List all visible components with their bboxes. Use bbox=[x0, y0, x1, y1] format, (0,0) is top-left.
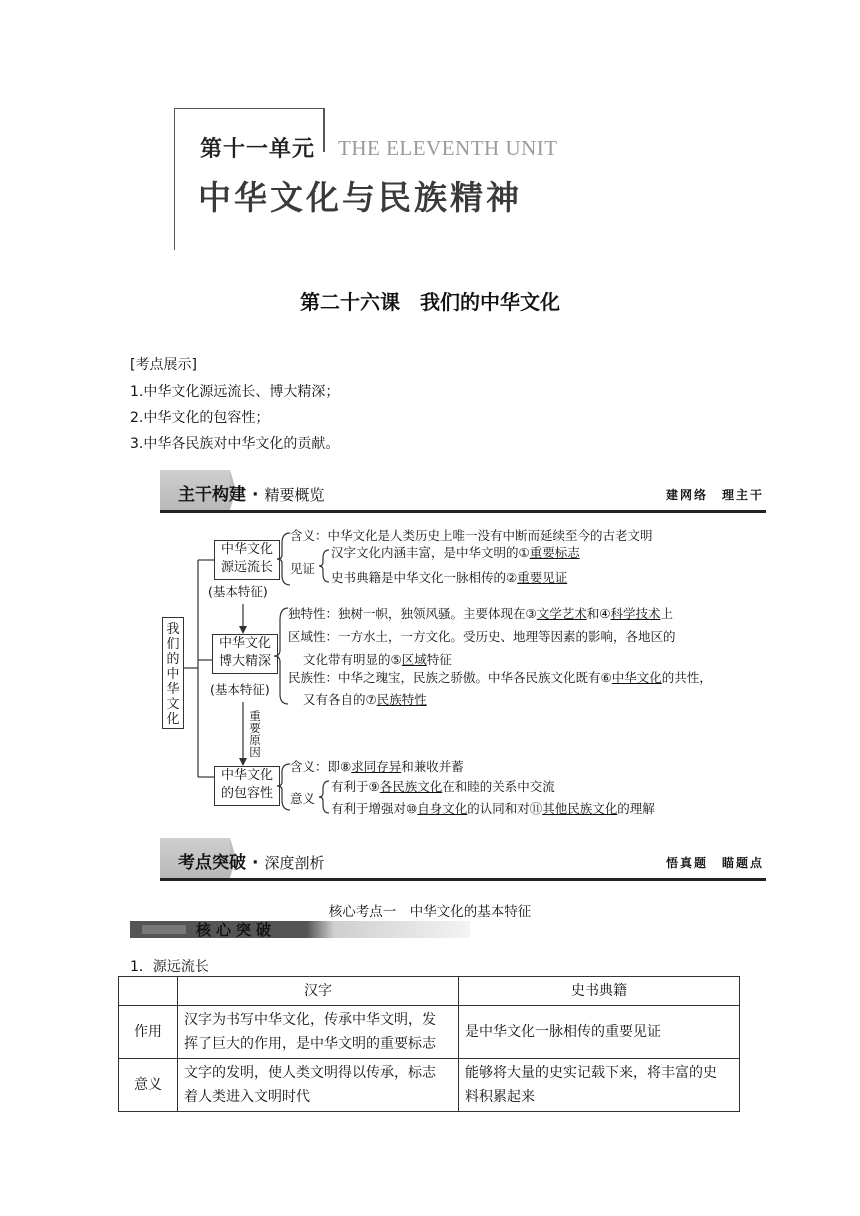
reason-label: 重要原因 bbox=[249, 709, 261, 759]
node-label: 源远流长 bbox=[220, 560, 273, 575]
core-point-title: 核心考点一 中华文化的基本特征 bbox=[328, 904, 532, 920]
node3-meaning: 含义：即⑧求同存异和兼收并蓄 bbox=[290, 759, 464, 774]
node1-witness-1: 汉字文化内涵丰富，是中华文明的①重要标志 bbox=[331, 545, 580, 560]
mindmap-node-inclusiveness bbox=[214, 766, 280, 806]
node-label: 中华文化 bbox=[220, 768, 273, 783]
banner-title: 主干构建 · 精要概览 bbox=[178, 485, 325, 505]
core-label: 核心突破 bbox=[196, 921, 277, 939]
lesson-title: 第二十六课 我们的中华文化 bbox=[300, 290, 560, 314]
core-label-accent bbox=[142, 925, 186, 934]
table-cell: 文字的发明，使人类文明得以传承，标志 着人类进入文明时代 bbox=[178, 1059, 459, 1112]
node3-significance-label: 意义 bbox=[290, 791, 316, 806]
unit-title: 中华文化与民族精神 bbox=[198, 178, 522, 217]
mindmap-node-origin bbox=[214, 540, 280, 580]
row-label: 作用 bbox=[119, 1006, 178, 1059]
node1-witness-2: 史书典籍是中华文化一脉相传的②重要见证 bbox=[331, 570, 568, 585]
mindmap-root bbox=[162, 617, 184, 729]
node-tag: (基本特征) bbox=[208, 584, 268, 599]
unit-english-label: THE ELEVENTH UNIT bbox=[338, 136, 558, 160]
exam-point-item: 1.中华文化源远流长、博大精深； bbox=[130, 384, 340, 400]
table-header-cell bbox=[119, 977, 178, 1006]
node-label: 中华文化 bbox=[218, 636, 271, 651]
banner-slogan: 悟真题 瞄题点 bbox=[665, 856, 764, 870]
table-header-cell: 史书典籍 bbox=[459, 977, 740, 1006]
node3-significance-2: 有利于增强对⑩自身文化的认同和对⑪其他民族文化的理解 bbox=[331, 801, 655, 816]
unit-label: 第十一单元 bbox=[200, 137, 316, 162]
table-cell: 能够将大量的史实记载下来，将丰富的史 料积累起来 bbox=[459, 1059, 740, 1112]
node-label: 博大精深 bbox=[218, 654, 271, 669]
exam-points-heading: [考点展示] bbox=[130, 357, 197, 373]
exam-point-item: 3.中华各民族对中华文化的贡献。 bbox=[130, 436, 340, 452]
mindmap-node-profound bbox=[212, 634, 278, 674]
comparison-table bbox=[118, 976, 740, 1112]
banner-title: 考点突破 · 深度剖析 bbox=[178, 853, 325, 873]
node3-significance-1: 有利于⑨各民族文化在和睦的关系中交流 bbox=[331, 779, 555, 794]
node2-regionality-cont: 文化带有明显的⑤区域特征 bbox=[303, 652, 452, 667]
node-label: 的包容性 bbox=[220, 786, 273, 801]
node-label: 中华文化 bbox=[220, 542, 273, 557]
table-cell: 汉字为书写中华文化，传承中华文明，发 挥了巨大的作用，是中华文明的重要标志 bbox=[178, 1006, 459, 1059]
node2-ethnicity-cont: 又有各自的⑦民族特性 bbox=[303, 692, 427, 707]
exam-point-item: 2.中华文化的包容性； bbox=[130, 410, 270, 426]
node2-uniqueness: 独特性：独树一帜，独领风骚。主要体现在③文学艺术和④科学技术上 bbox=[288, 606, 673, 621]
node-tag: (基本特征) bbox=[210, 682, 270, 697]
banner-rule bbox=[160, 878, 766, 881]
section-banner-breakthrough bbox=[160, 838, 766, 882]
row-label: 意义 bbox=[119, 1059, 178, 1112]
item-heading: 1．源远流长 bbox=[130, 959, 209, 975]
banner-slogan: 建网络 理主干 bbox=[665, 488, 764, 502]
table-header-cell: 汉字 bbox=[178, 977, 459, 1006]
table-row bbox=[119, 1006, 740, 1059]
table-cell: 是中华文化一脉相传的重要见证 bbox=[459, 1006, 740, 1059]
node1-witness-label: 见证 bbox=[290, 561, 316, 576]
mindmap-root-label: 我们的中华文化 bbox=[166, 622, 180, 727]
node2-regionality: 区域性：一方水土，一方文化。受历史、地理等因素的影响，各地区的 bbox=[288, 629, 676, 644]
table-header-row bbox=[119, 977, 740, 1006]
node1-meaning: 含义：中华文化是人类历史上唯一没有中断而延续至今的古老文明 bbox=[290, 528, 653, 543]
table-row bbox=[119, 1059, 740, 1112]
node2-ethnicity: 民族性：中华之瑰宝，民族之骄傲。中华各民族文化既有⑥中华文化的共性， bbox=[288, 670, 712, 685]
